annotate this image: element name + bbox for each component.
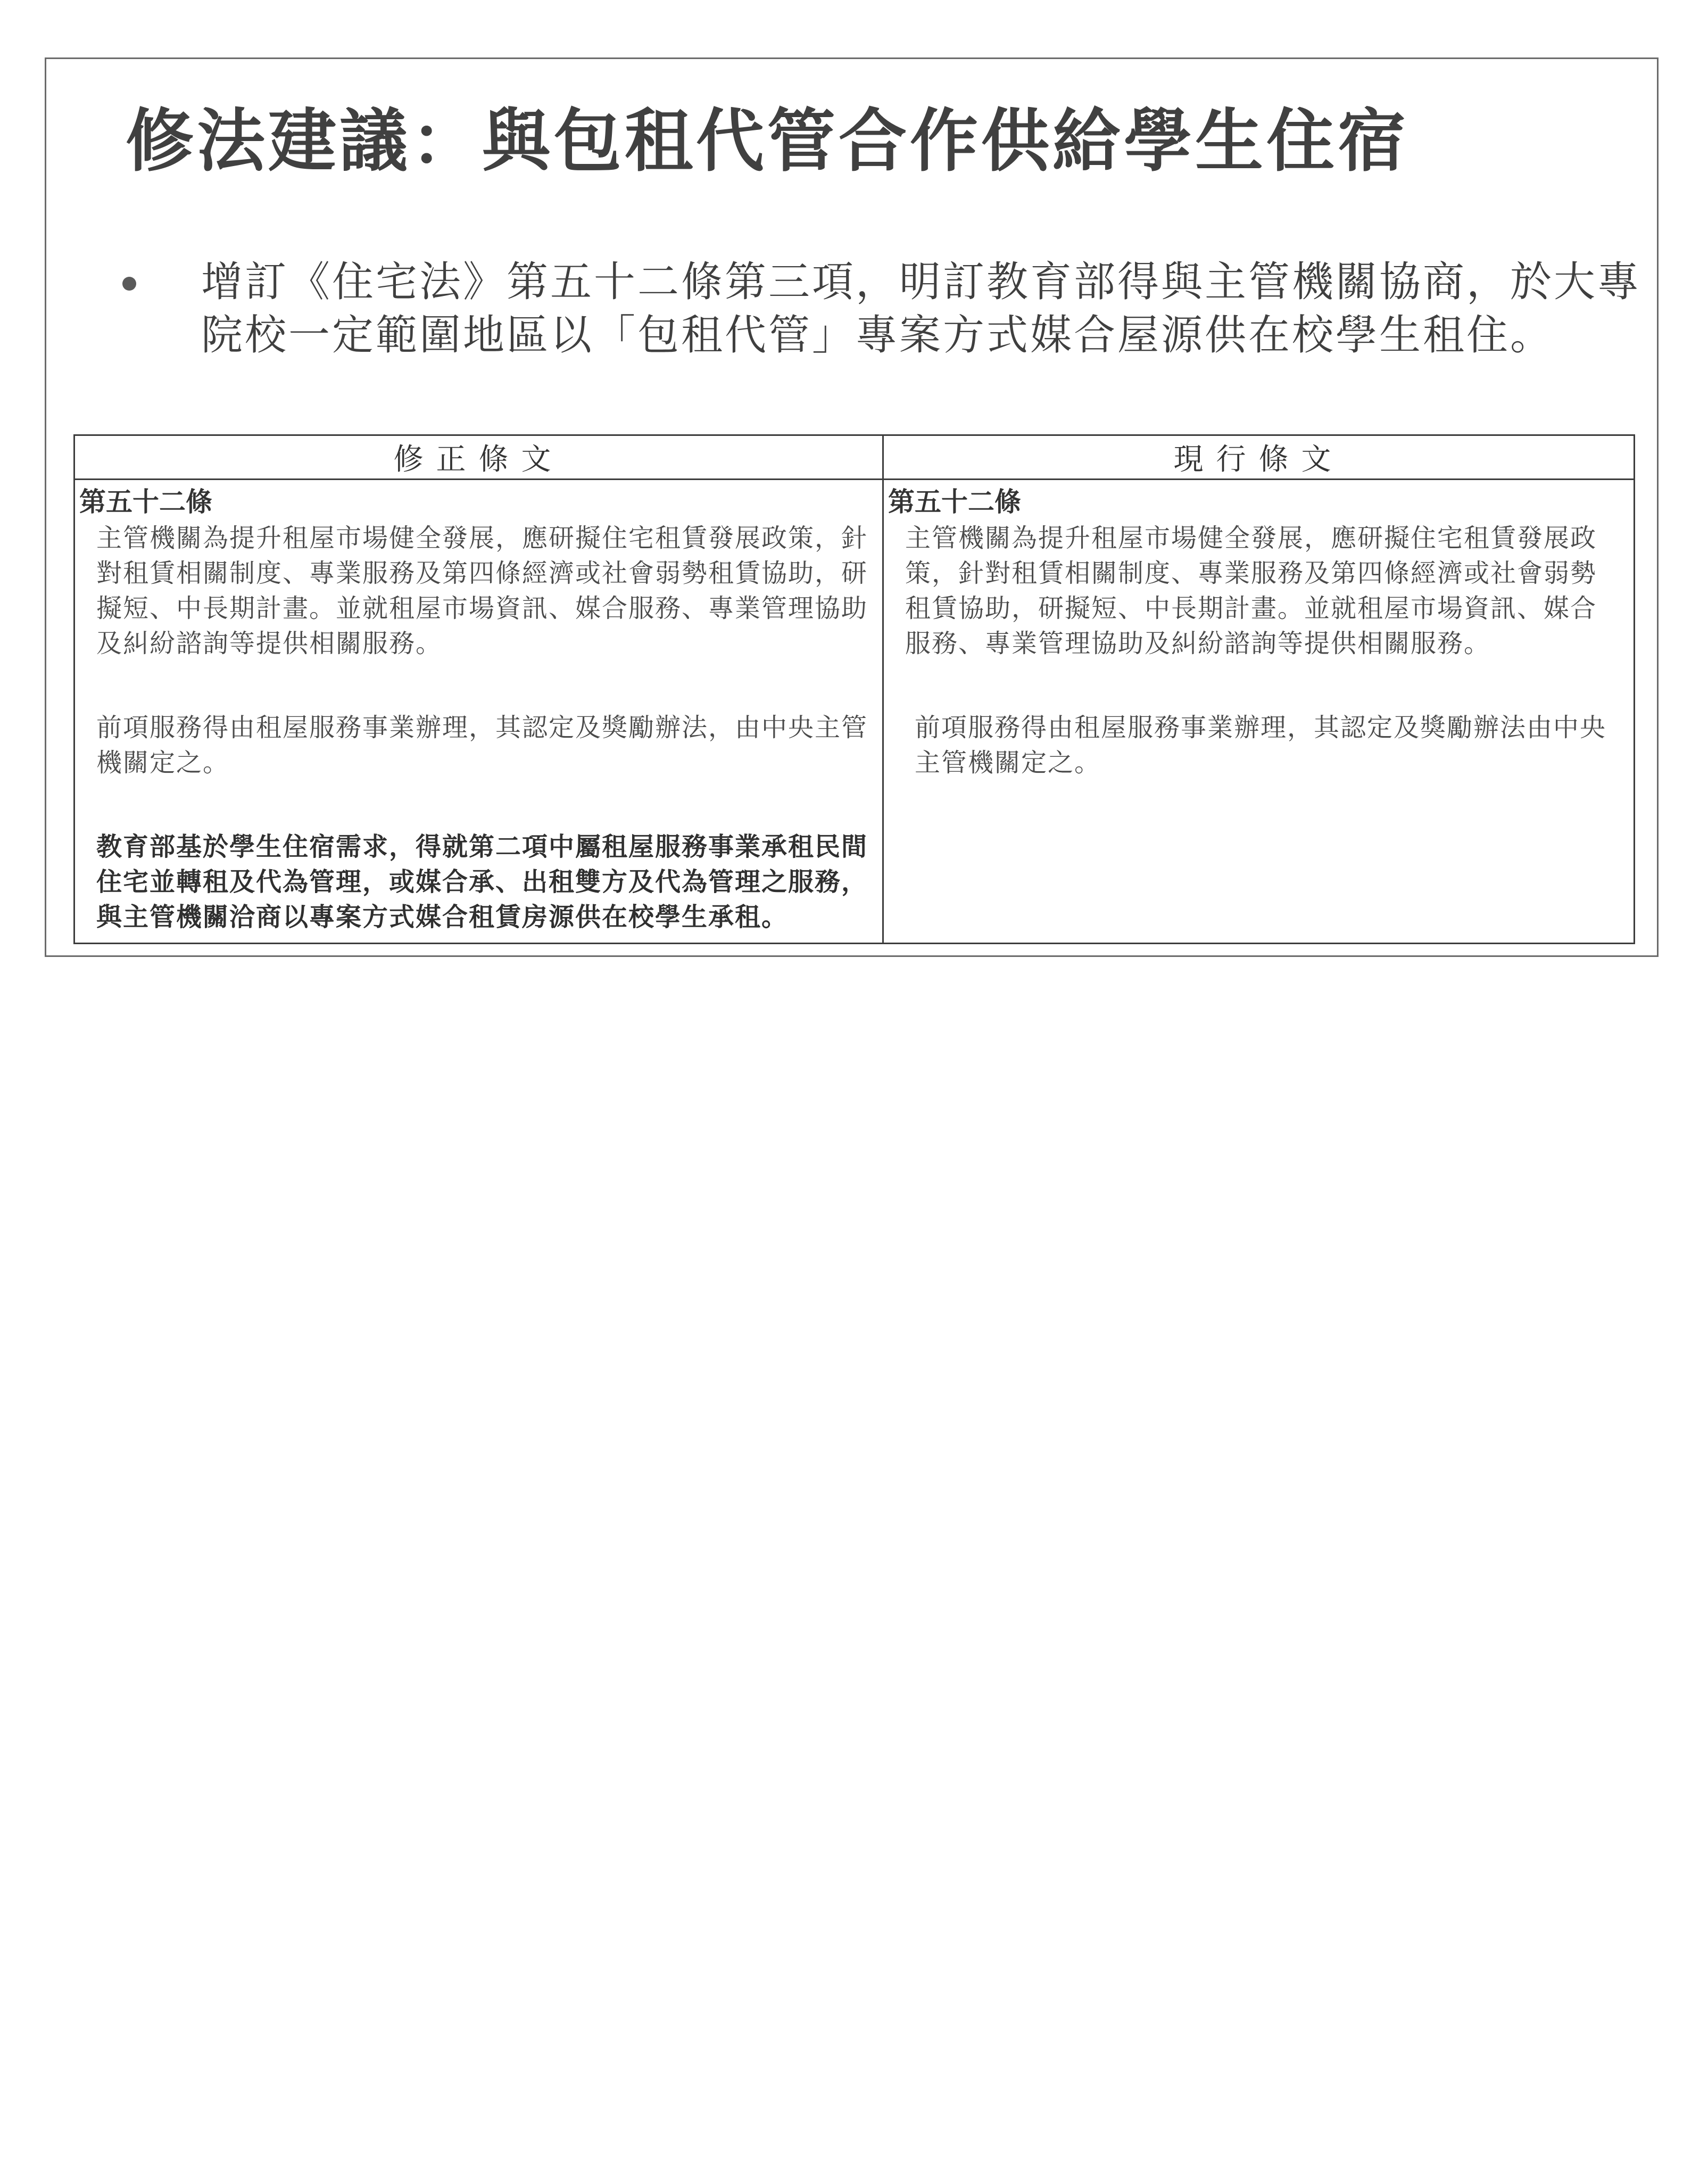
header-current: 現行條文 [883,435,1635,480]
current-paragraph-1: 主管機關為提升租屋市場健全發展，應研擬住宅租賃發展政策，針對租賃相關制度、專業服務及第四條經濟或社會弱勢租賃協助，研擬短、中長期計畫。並就租屋市場資訊、媒合服務、專業管理協助及糾紛諮詢等提供相關服務。 [905,523,1597,658]
current-article-title: 第五十二條 [888,486,1021,517]
comparison-table [73,434,1635,944]
table-header-row [74,435,1635,480]
amended-cell [74,480,883,944]
amended-article-title: 第五十二條 [79,486,212,517]
current-paragraph-2: 前項服務得由租屋服務事業辦理，其認定及獎勵辦法由中央主管機關定之。 [915,713,1607,778]
amended-paragraph-2: 前項服務得由租屋服務事業辦理，其認定及獎勵辦法，由中央主管機關定之。 [96,713,868,778]
header-amended: 修正條文 [74,435,883,480]
amended-paragraph-3: 教育部基於學生住宿需求，得就第二項中屬租屋服務事業承租民間住宅並轉租及代為管理，或媒合承、出租雙方及代為管理之服務，與主管機關洽商以專案方式媒合租賃房源供在校學生承租。 [96,832,868,932]
bullet-text: 增訂《住宅法》第五十二條第三項，明訂教育部得與主管機關協商，於大專院校一定範圍地區以「包租代管」專案方式媒合屋源供在校學生租住。 [201,258,1641,359]
amended-paragraph-1: 主管機關為提升租屋市場健全發展，應研擬住宅租賃發展政策，針對租賃相關制度、專業服務及第四條經濟或社會弱勢租賃協助，研擬短、中長期計畫。並就租屋市場資訊、媒合服務、專業管理協助及糾紛諮詢等提供相關服務。 [96,523,868,658]
page-title: 修法建議：與包租代管合作供給學生住宿 [126,102,1409,181]
table-row [74,480,1635,944]
current-cell [883,480,1635,944]
bullet-dot-icon [122,277,136,291]
